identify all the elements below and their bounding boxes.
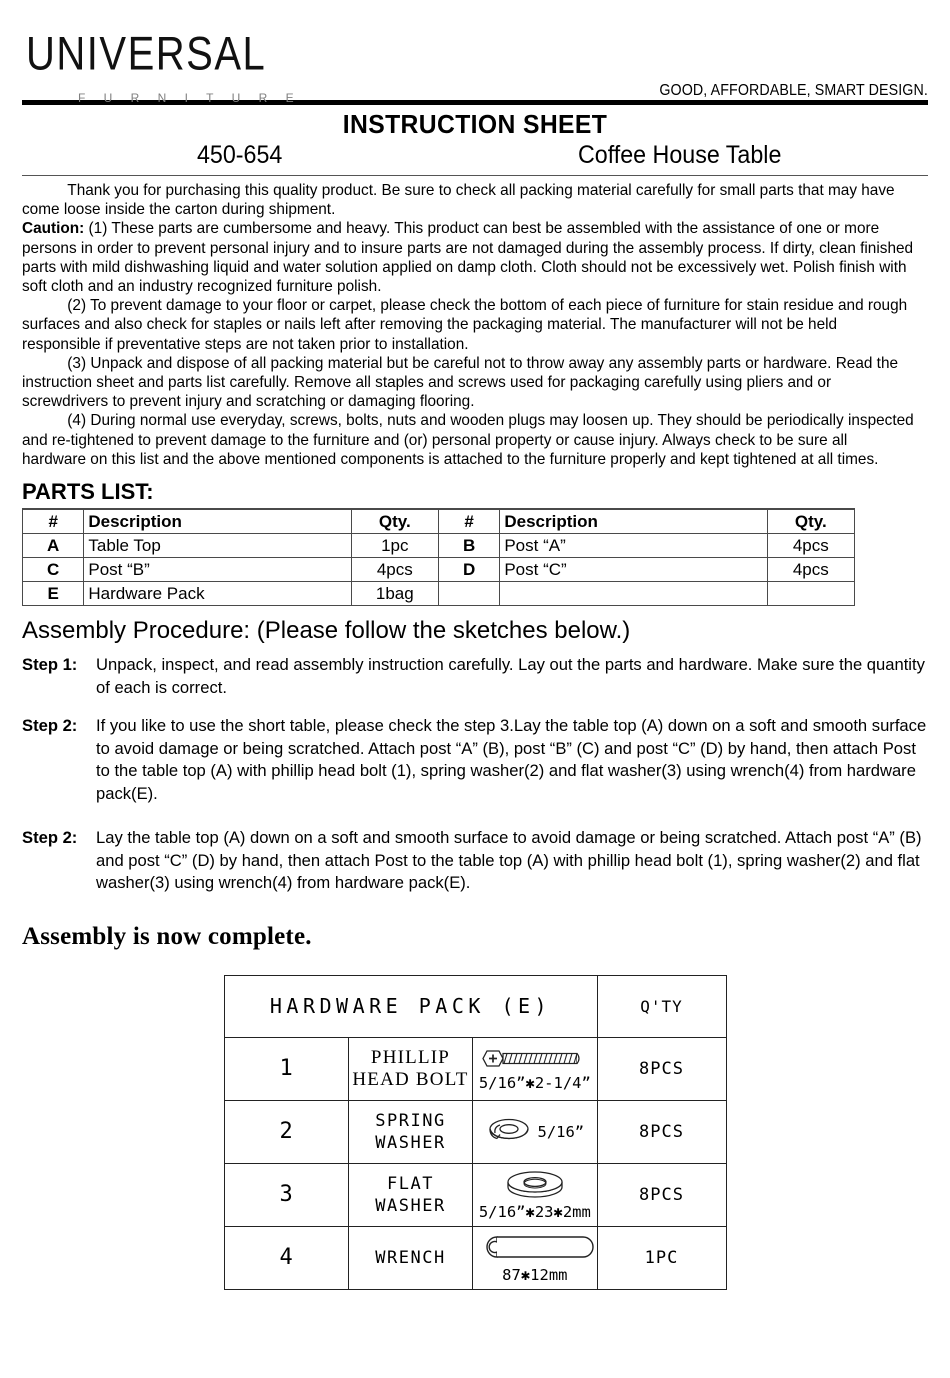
brand-logo-sub: F U R N I T U R E: [78, 91, 302, 105]
table-row: [224, 1037, 726, 1100]
hardware-item-qty: 1PC: [597, 1226, 726, 1289]
parts-col-hash-left: #: [23, 509, 84, 534]
table-row: [224, 1226, 726, 1289]
hardware-item-name: [348, 1226, 472, 1289]
intro-text-block: [22, 181, 914, 469]
hardware-item-name: [348, 1163, 472, 1226]
hardware-item-name-line2: HEAD BOLT: [352, 1068, 469, 1090]
hardware-item-qty: 8PCS: [597, 1163, 726, 1226]
product-sku: 450-654: [197, 141, 283, 169]
hardware-item-name-line1: WRENCH: [375, 1247, 446, 1268]
flat-washer-icon: [506, 1170, 564, 1204]
hardware-item-name-line2: WASHER: [375, 1195, 446, 1216]
hardware-item-name-line1: PHILLIP: [370, 1046, 451, 1068]
hardware-item-illustration: [473, 1163, 597, 1226]
title-subrow: [22, 141, 928, 173]
step-label: Step 1:: [22, 655, 78, 675]
page-title: INSTRUCTION SHEET: [342, 109, 608, 139]
step-label: Step 2:: [22, 828, 78, 848]
brand-logo-main: UNIVERSAL: [26, 28, 267, 80]
caution-item-4: (4) During normal use everyday, screws, bolts, nuts and wooden plugs may loosen up. They should be periodically inspected and re-tightened to prevent damage to the furniture and (or) personal property or cause injury. Always check to be sure all hardware on this list and the above mentioned components is attached to the furniture properly and kept tightened at all times.: [22, 412, 914, 468]
hardware-item-illustration: [473, 1100, 597, 1163]
part-qty: 1pc: [351, 534, 438, 558]
hardware-item-illustration: [473, 1226, 597, 1289]
part-description: [500, 582, 767, 606]
hardware-item-number: 2: [224, 1100, 348, 1163]
parts-table-header-row: [23, 509, 855, 534]
hardware-table-header-row: [224, 975, 726, 1037]
bolt-icon: [477, 1047, 593, 1075]
parts-col-qty-right: Qty.: [767, 509, 854, 534]
assembly-step-1: [22, 654, 928, 699]
part-qty: 4pcs: [767, 558, 854, 582]
caution-item-3: (3) Unpack and dispose of all packing material but be careful not to throw away any assembly parts or hardware. Read the instruction sheet and parts list carefully. Remove all staples and screws used for packaging carefully using pliers and or screwdrivers to prevent injury and scratching or damaging flooring.: [22, 354, 899, 411]
hardware-item-name: [348, 1037, 472, 1100]
part-id: B: [438, 534, 499, 558]
caution-item-1: (1) These parts are cumbersome and heavy. This product can best be assembled with the assistance of one or more persons in order to prevent personal injury and to insure parts are not damaged during the assembly process. If dirty, clean finished parts with mild dishwashing liquid and water solution applied on damp cloth. Cloth should not be excessively wet. Polish finish with soft cloth and an industry recognized furniture polish.: [22, 220, 914, 296]
step-text: Lay the table top (A) down on a soft and smooth surface to avoid damage or being scratched. Attach post “A” (B) and post “C” (D) by hand, then attach Post to the table top (A) with phillip head bolt (1), spring washer(2) and flat washer(3) using wrench(4) from hardware pack(E).: [96, 828, 922, 893]
hardware-item-dimension: 5/16”✱23✱2mm: [478, 1202, 591, 1221]
hardware-item-number: 1: [224, 1037, 348, 1100]
table-row: [23, 534, 855, 558]
assembly-complete-text: Assembly is now complete.: [22, 922, 312, 950]
hardware-item-dimension: 87✱12mm: [502, 1265, 568, 1284]
part-description: Post “A”: [500, 534, 767, 558]
hardware-item-name-line1: FLAT: [387, 1173, 434, 1194]
part-qty: 4pcs: [351, 558, 438, 582]
brand-tagline: GOOD, AFFORDABLE, SMART DESIGN.: [659, 82, 928, 99]
hardware-item-name-line1: SPRING: [375, 1110, 446, 1131]
step-text: If you like to use the short table, please check the step 3.Lay the table top (A) down on a soft and smooth surface to avoid damage or being scratched. Attach post “A” (B), post “B” (C) and post “C” (D) by hand, then attach Post to the table top (A) with phillip head bolt (1), spring washer(2) and flat washer(3) using wrench(4) from hardware pack(E).: [96, 716, 927, 803]
title-divider-thin: [22, 175, 928, 176]
hardware-item-name: [348, 1100, 472, 1163]
hardware-item-qty: 8PCS: [597, 1100, 726, 1163]
parts-list-heading: PARTS LIST:: [22, 479, 154, 505]
part-qty: 1bag: [351, 582, 438, 606]
parts-col-desc-left: Description: [84, 509, 351, 534]
part-id: D: [438, 558, 499, 582]
step-label: Step 2:: [22, 716, 78, 736]
hardware-item-number: 4: [224, 1226, 348, 1289]
table-row: [23, 558, 855, 582]
part-description: Post “B”: [84, 558, 351, 582]
part-qty: 4pcs: [767, 534, 854, 558]
part-id: E: [23, 582, 84, 606]
spring-washer-icon: [485, 1114, 533, 1150]
table-row: [23, 582, 855, 606]
hardware-item-number: 3: [224, 1163, 348, 1226]
hardware-pack-table: [224, 975, 727, 1290]
table-row: [224, 1100, 726, 1163]
hardware-item-name-line2: WASHER: [375, 1132, 446, 1153]
wrench-icon: [473, 1233, 597, 1267]
assembly-step-2b: [22, 827, 928, 895]
caution-label: Caution:: [22, 220, 85, 238]
part-id: C: [23, 558, 84, 582]
hardware-item-illustration: [473, 1037, 597, 1100]
table-row: [224, 1163, 726, 1226]
part-description: Post “C”: [500, 558, 767, 582]
assembly-step-2a: [22, 715, 928, 805]
parts-col-desc-right: Description: [500, 509, 767, 534]
hardware-qty-header: Q'TY: [597, 975, 726, 1037]
parts-list-table: [22, 508, 855, 606]
page-header: [22, 0, 928, 105]
part-qty: [767, 582, 854, 606]
caution-item-2: (2) To prevent damage to your floor or carpet, please check the bottom of each piece of furniture for stain residue and rough surfaces and also check for staples or nails left after removing the packaging material. The manufacturer will not be held responsible if preventative steps are not taken prior to installation.: [22, 297, 908, 353]
hardware-item-qty: 8PCS: [597, 1037, 726, 1100]
product-name: Coffee House Table: [578, 141, 782, 169]
assembly-procedure-heading: Assembly Procedure: (Please follow the sketches below.): [22, 617, 631, 645]
intro-caution: [22, 219, 914, 296]
brand-logo: [26, 28, 301, 105]
hardware-pack-title: HARDWARE PACK (E): [224, 975, 597, 1037]
step-text: Unpack, inspect, and read assembly instruction carefully. Lay out the parts and hardware. Make sure the quantity of each is correct.: [96, 655, 925, 697]
part-id: [438, 582, 499, 606]
parts-col-qty-left: Qty.: [351, 509, 438, 534]
hardware-pack-section: [0, 975, 950, 1290]
part-description: Table Top: [84, 534, 351, 558]
parts-col-hash-right: #: [438, 509, 499, 534]
intro-thanks: Thank you for purchasing this quality product. Be sure to check all packing material carefully for small parts that may have come loose inside the carton during shipment.: [22, 182, 895, 219]
part-id: A: [23, 534, 84, 558]
hardware-item-dimension: 5/16”✱2-1/4”: [478, 1073, 591, 1092]
part-description: Hardware Pack: [84, 582, 351, 606]
hardware-item-dimension: 5/16”: [537, 1122, 585, 1141]
